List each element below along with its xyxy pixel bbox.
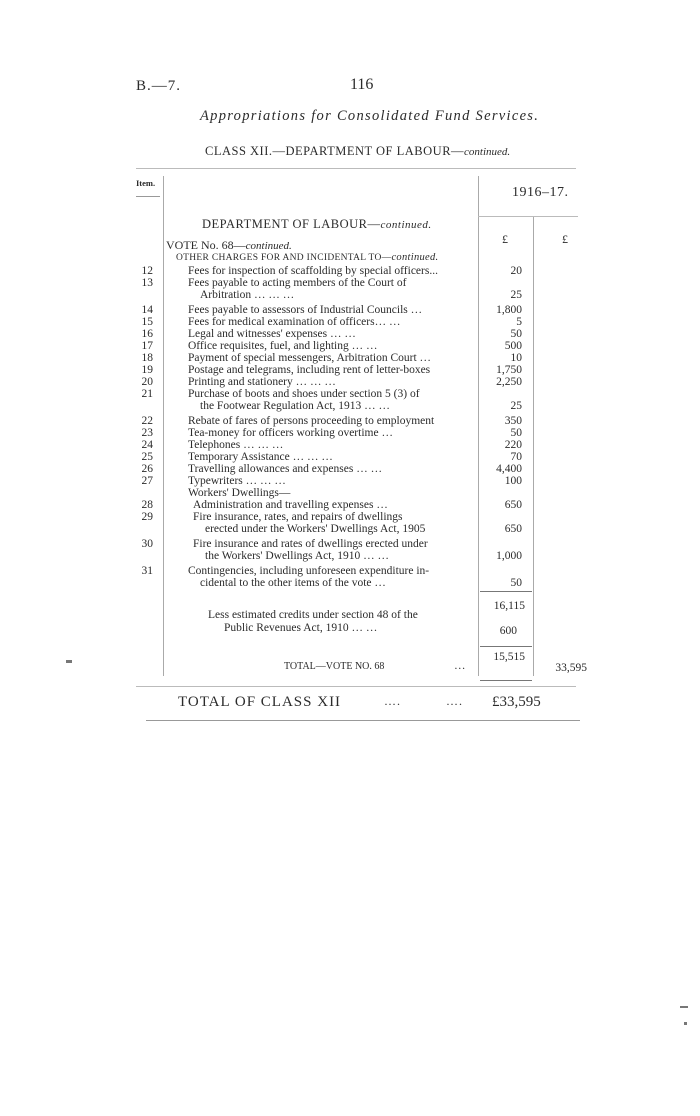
net-total-bottom-rule	[480, 680, 532, 681]
table-top-rule	[136, 168, 576, 169]
net-total-rule	[480, 646, 532, 647]
item-column-header: Item.	[136, 178, 156, 188]
class-heading-text: CLASS XII.—DEPARTMENT OF LABOUR—	[205, 144, 465, 158]
credits-amount: 600	[499, 625, 517, 637]
row-item-number: 20	[141, 376, 153, 388]
pound-sign-right: £	[562, 232, 568, 246]
row-description-line: Rebate of fares of persons proceeding to employment	[188, 415, 435, 427]
document-reference: B.—7.	[136, 78, 182, 94]
row-description-line: Arbitration … … …	[200, 289, 295, 301]
page-bottom-rule	[146, 720, 580, 721]
row-item-number: 27	[141, 475, 153, 487]
other-charges-text: OTHER CHARGES FOR AND INCIDENTAL TO—	[176, 253, 392, 263]
row-item-number: 13	[141, 277, 153, 289]
other-charges-continued: continued.	[391, 252, 439, 263]
grand-total-label	[178, 694, 463, 711]
row-amount: 4,400	[496, 463, 522, 475]
year-underline	[478, 216, 578, 217]
table-bottom-rule	[136, 686, 576, 687]
row-item-number: 28	[141, 499, 153, 511]
vote-heading	[166, 238, 292, 253]
vote-heading-continued: continued.	[245, 240, 292, 252]
row-description-line: Tea-money for officers working overtime …	[188, 427, 393, 439]
row-amount: 500	[504, 340, 522, 352]
row-amount: 50	[510, 577, 522, 589]
row-description-line: Workers' Dwellings—	[188, 487, 291, 499]
net-total-amount: 15,515	[493, 651, 525, 663]
department-heading-continued: continued.	[380, 219, 432, 231]
row-description-line: Administration and travelling expenses …	[193, 499, 388, 511]
credits-line-1: Less estimated credits under section 48 of the	[208, 609, 418, 621]
row-item-number: 12	[141, 265, 153, 277]
row-amount: 10	[510, 352, 522, 364]
row-item-number: 25	[141, 451, 153, 463]
row-description-line: erected under the Workers' Dwellings Act, 1905	[205, 523, 426, 535]
row-item-number: 31	[141, 565, 153, 577]
row-amount: 20	[510, 265, 522, 277]
row-amount: 70	[510, 451, 522, 463]
credits-label	[208, 609, 418, 635]
total-vote-label	[284, 660, 466, 672]
row-description-line: Legal and witnesses' expenses … …	[188, 328, 356, 340]
row-item-number: 23	[141, 427, 153, 439]
row-description-line: Fire insurance and rates of dwellings erected under	[193, 538, 428, 550]
row-description-line: Fees for inspection of scaffolding by special officers...	[188, 265, 438, 277]
row-amount: 650	[504, 499, 522, 511]
row-item-number: 22	[141, 415, 153, 427]
total-vote-text: TOTAL—VOTE NO. 68	[284, 661, 385, 672]
scan-speck	[680, 1006, 688, 1008]
row-description-line: the Footwear Regulation Act, 1913 … …	[200, 400, 391, 412]
total-vote-dots: …	[454, 660, 466, 672]
row-item-number: 24	[141, 439, 153, 451]
row-description-line: Office requisites, fuel, and lighting … …	[188, 340, 378, 352]
row-item-number: 29	[141, 511, 153, 523]
row-amount: 220	[504, 439, 522, 451]
row-item-number: 21	[141, 388, 153, 400]
page-title: Appropriations for Consolidated Fund Services.	[200, 108, 540, 124]
grand-total-amount: £33,595	[492, 694, 541, 710]
row-amount: 50	[510, 328, 522, 340]
row-amount: 50	[510, 427, 522, 439]
credits-line-2: Public Revenues Act, 1910 … …	[224, 622, 378, 634]
row-item-number: 19	[141, 364, 153, 376]
row-description-line: Contingencies, including unforeseen expenditure in-	[188, 565, 430, 577]
row-description-line: the Workers' Dwellings Act, 1910 … …	[205, 550, 389, 562]
row-item-number: 14	[141, 304, 153, 316]
subtotal-amount: 16,115	[493, 600, 525, 612]
year-header: 1916–17.	[512, 185, 569, 200]
row-amount: 2,250	[496, 376, 522, 388]
grand-total-dots-2: ….	[446, 694, 463, 708]
row-item-number: 15	[141, 316, 153, 328]
row-amount: 25	[510, 289, 522, 301]
item-header-rule	[136, 196, 160, 197]
row-item-number: 18	[141, 352, 153, 364]
grand-total-dots-1: ….	[384, 694, 401, 708]
row-amount: 1,750	[496, 364, 522, 376]
row-amount: 1,800	[496, 304, 522, 316]
row-description-line: Postage and telegrams, including rent of letter-boxes	[188, 364, 431, 376]
row-description-line: cidental to the other items of the vote …	[200, 577, 386, 589]
scan-speck	[684, 1022, 687, 1025]
row-item-number: 17	[141, 340, 153, 352]
row-description-line: Fees payable to acting members of the Court of	[188, 277, 407, 289]
row-item-number: 16	[141, 328, 153, 340]
row-amount: 100	[504, 475, 522, 487]
pound-sign-left: £	[502, 232, 508, 246]
subtotal-rule	[480, 591, 532, 592]
row-amount: 1,000	[496, 550, 522, 562]
page-number: 116	[350, 76, 374, 93]
row-amount: 5	[516, 316, 522, 328]
class-heading-continued: continued.	[464, 146, 511, 158]
total-vote-amount: 33,595	[555, 662, 587, 674]
class-heading	[205, 144, 510, 159]
row-description-line: Printing and stationery … … …	[188, 376, 336, 388]
row-description-line: Payment of special messengers, Arbitration Court …	[188, 352, 432, 364]
row-description-line: Telephones … … …	[188, 439, 284, 451]
amount-column-mid-rule	[533, 216, 534, 676]
row-description-line: Temporary Assistance … … …	[188, 451, 333, 463]
row-description-line: Fees for medical examination of officers… …	[188, 316, 401, 328]
department-heading-text: DEPARTMENT OF LABOUR—	[202, 217, 381, 231]
row-description-line: Purchase of boots and shoes under section 5 (3) of	[188, 388, 420, 400]
item-column-rule	[163, 176, 164, 676]
row-description-line: Travelling allowances and expenses … …	[188, 463, 383, 475]
row-amount: 650	[504, 523, 522, 535]
scan-speck	[66, 660, 72, 663]
row-amount: 25	[510, 400, 522, 412]
row-item-number: 30	[141, 538, 153, 550]
vote-heading-text: VOTE No. 68—	[166, 238, 246, 252]
row-amount: 350	[504, 415, 522, 427]
row-item-number: 26	[141, 463, 153, 475]
department-heading	[202, 217, 432, 232]
row-description-line: Fees payable to assessors of Industrial Councils …	[188, 304, 423, 316]
row-description-line: Typewriters … … …	[188, 475, 286, 487]
grand-total-text: TOTAL OF CLASS XII	[178, 694, 342, 710]
row-description-line: Fire insurance, rates, and repairs of dwellings	[193, 511, 403, 523]
other-charges-heading	[176, 252, 438, 263]
